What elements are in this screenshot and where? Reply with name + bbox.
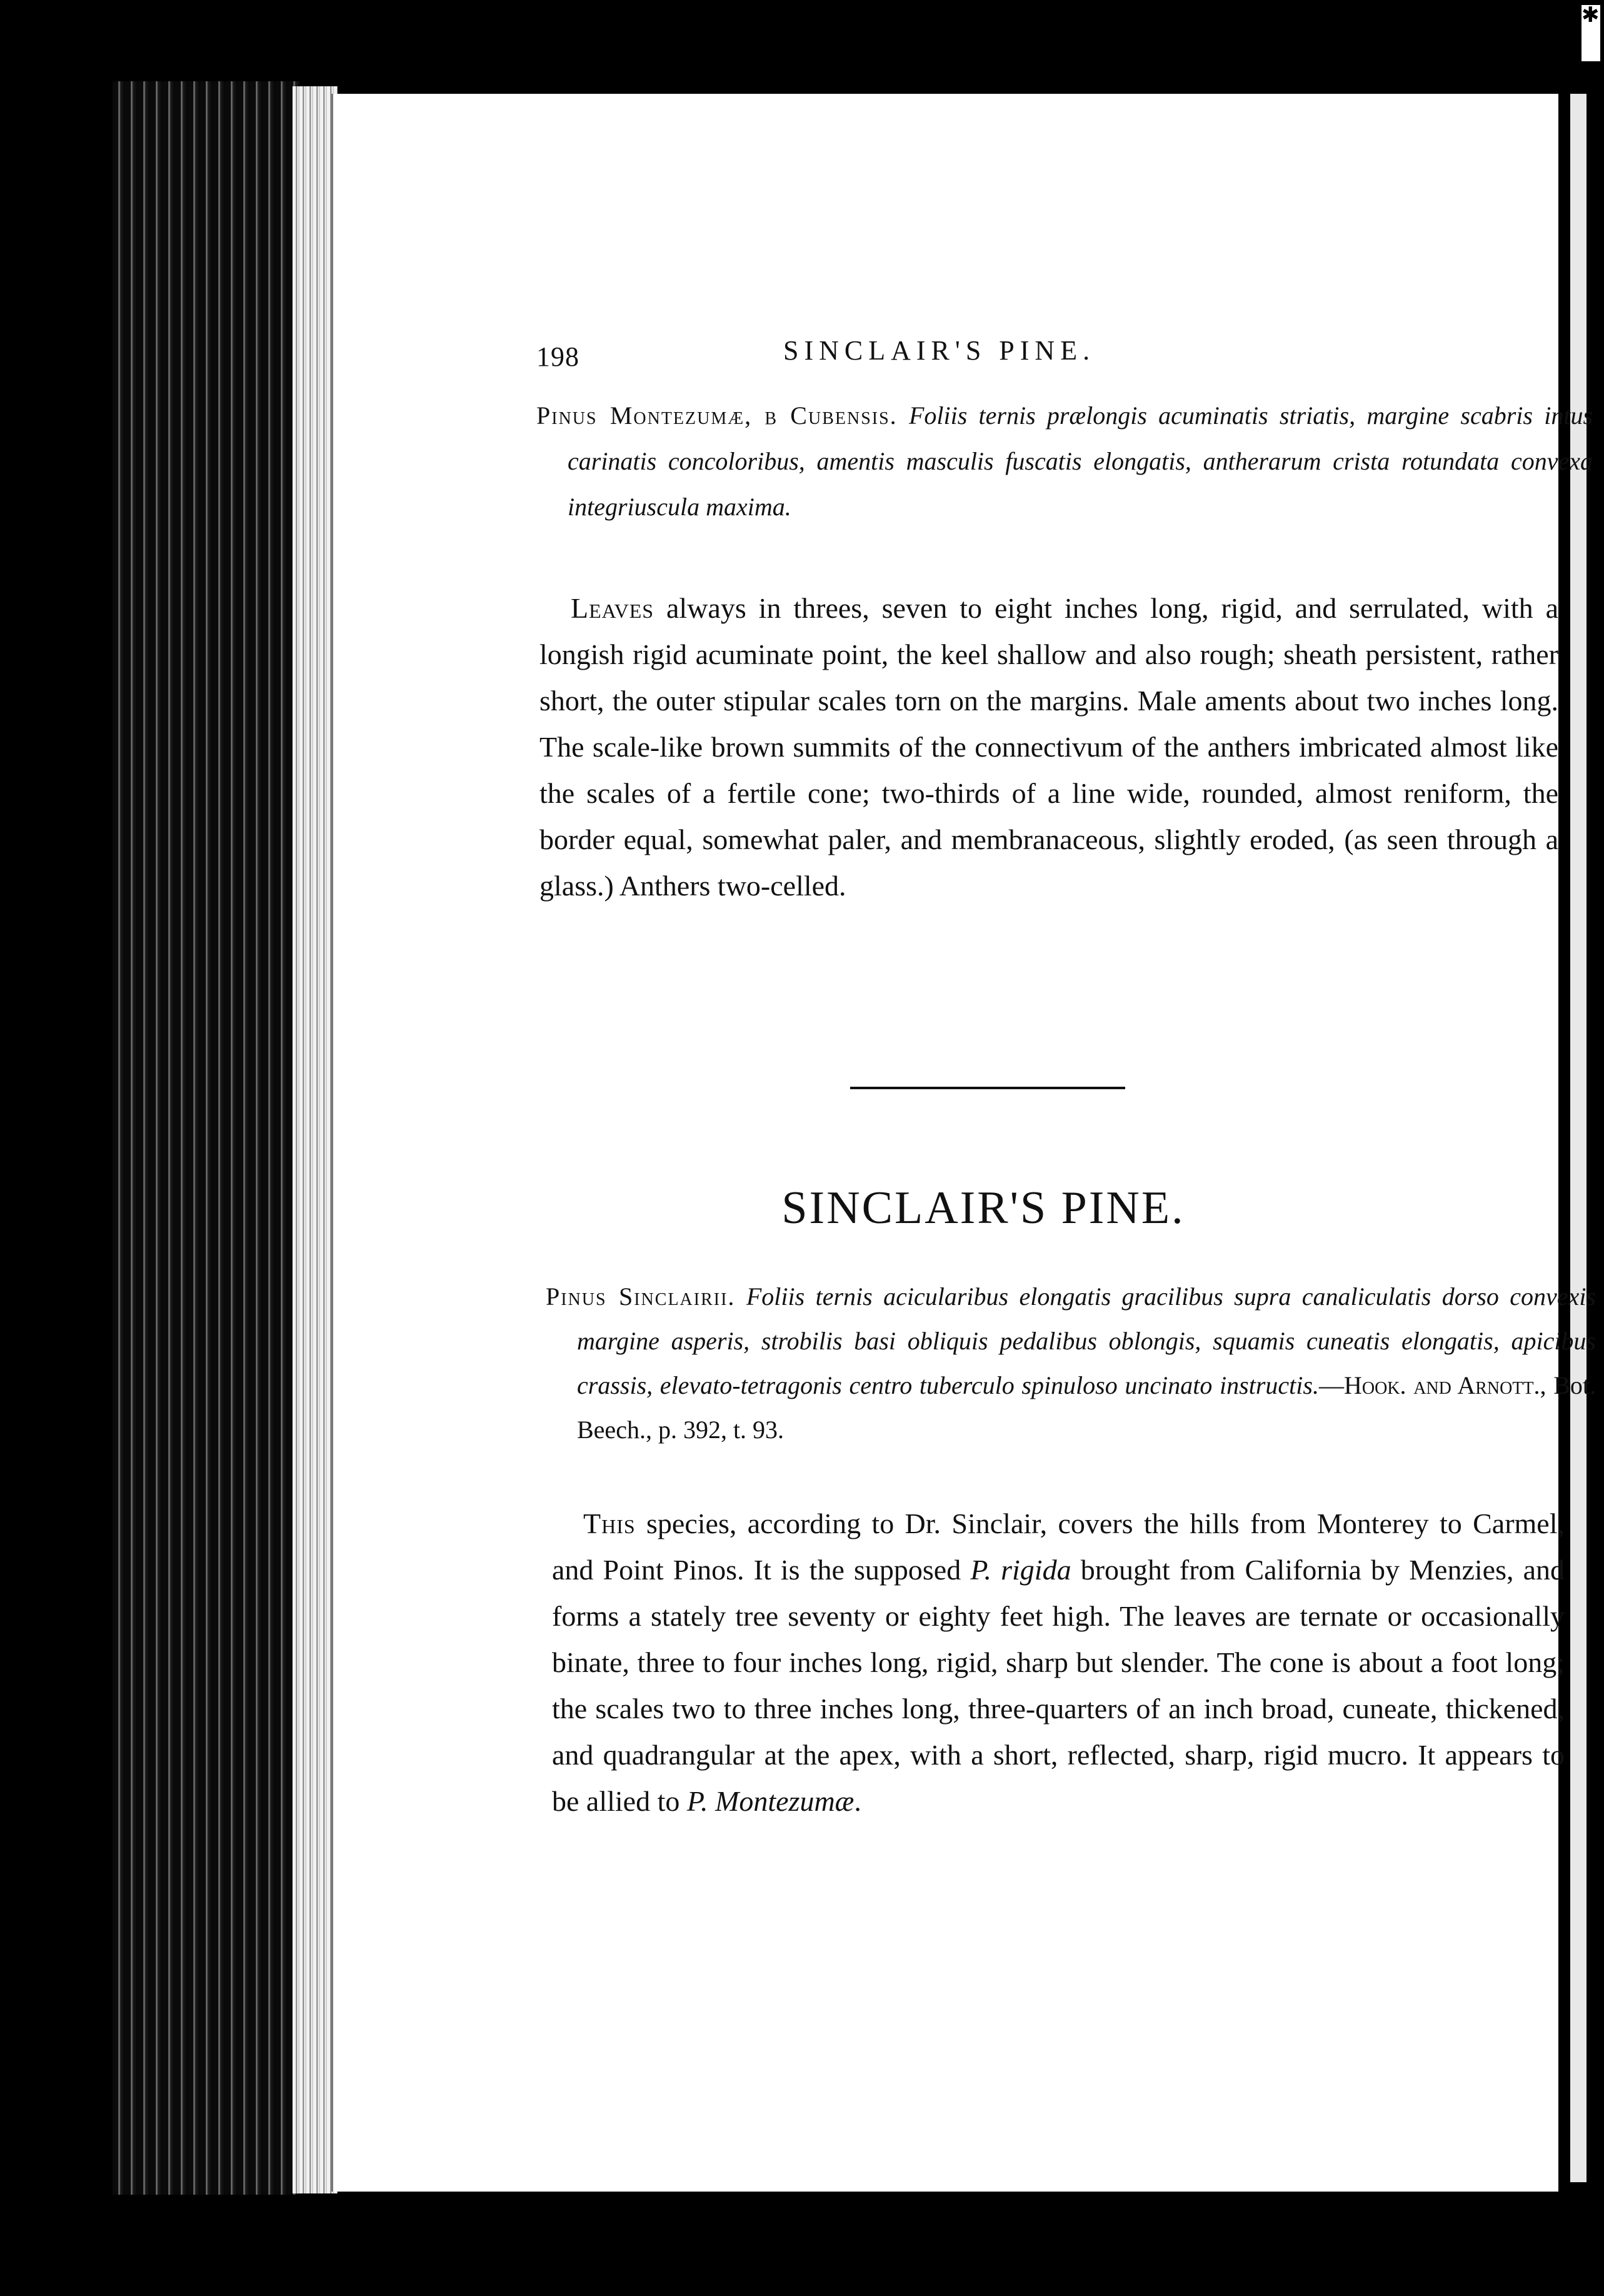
book-page bbox=[331, 94, 1596, 2192]
paragraph-text: species, according to Dr. Sinclair, covers the hills from Monterey to Carmel, and Point Pinos. It is the supposed bbox=[552, 1508, 1565, 1586]
paragraph-text: brought from California by Menzies, and forms a stately tree seventy or eighty feet high. The leaves are ternate or occasionally binate, three to four inches long, rigid, sharp but slender. The cone is about a foot long; the scales two to three inches long, three-quarters of an inch broad, cuneate, thickened, and quadrangular at the apex, with a short, reflected, sharp, rigid mucro. It appears to be allied to bbox=[552, 1554, 1565, 1817]
scan-corner-mark: ✱ bbox=[1581, 5, 1600, 61]
paragraph-text: always in threes, seven to eight inches long, rigid, and serrulated, with a longish rigid acuminate point, the keel shallow and also rough; sheath persistent, rather short, the outer stipular scales torn on the margins. Male aments about two inches long. The scale-like brown summits of the connectivum of the anthers imbricated almost like the scales of a fertile cone; two-thirds of a line wide, rounded, almost reniform, the border equal, somewhat paler, and membranaceous, slightly eroded, (as seen through a glass.) Anthers two-celled. bbox=[539, 592, 1559, 902]
latin-description: Foliis ternis acicularibus elongatis gracilibus supra canaliculatis dorso convexis margine asperis, strobilis basi obliquis pedalibus oblongis, squamis cuneatis elongatis, apicibus crassis, elevato-tetragonis centro tuberculo spinuloso uncinato instructis. bbox=[577, 1282, 1596, 1399]
paragraph-end: . bbox=[854, 1785, 861, 1817]
author-citation: —Hook. and Arnott. bbox=[1318, 1371, 1540, 1399]
latin-diagnosis-montezumae bbox=[536, 393, 1593, 530]
latin-description: Foliis ternis prælongis acuminatis striatis, margine scabris intus carinatis concoloribus, amentis masculis fuscatis elongatis, antherarum crista rotundata convexa integriuscula maxima. bbox=[568, 401, 1593, 521]
book-page-edges bbox=[113, 81, 300, 2195]
latin-diagnosis-sinclairii bbox=[546, 1274, 1596, 1452]
paragraph-lead-word: Leaves bbox=[571, 592, 654, 624]
species-name: Pinus Montezumæ, β Cubensis. bbox=[536, 401, 898, 430]
section-title: SINCLAIR'S PINE. bbox=[781, 1182, 1185, 1234]
description-paragraph-sinclairii bbox=[552, 1501, 1565, 1825]
species-name: Pinus Sinclairii. bbox=[546, 1282, 736, 1311]
species-reference-italic: P. rigida bbox=[970, 1554, 1071, 1586]
species-reference-italic: P. Montezumæ bbox=[686, 1785, 855, 1817]
paragraph-lead-word: This bbox=[583, 1508, 636, 1539]
section-divider-rule bbox=[850, 1087, 1125, 1089]
page-number: 198 bbox=[536, 341, 579, 372]
bibliographic-reference: , Bot. Beech., p. 392, t. 93. bbox=[577, 1371, 1596, 1444]
running-head: SINCLAIR'S PINE. bbox=[783, 335, 1096, 366]
description-paragraph-montezumae bbox=[539, 585, 1558, 909]
